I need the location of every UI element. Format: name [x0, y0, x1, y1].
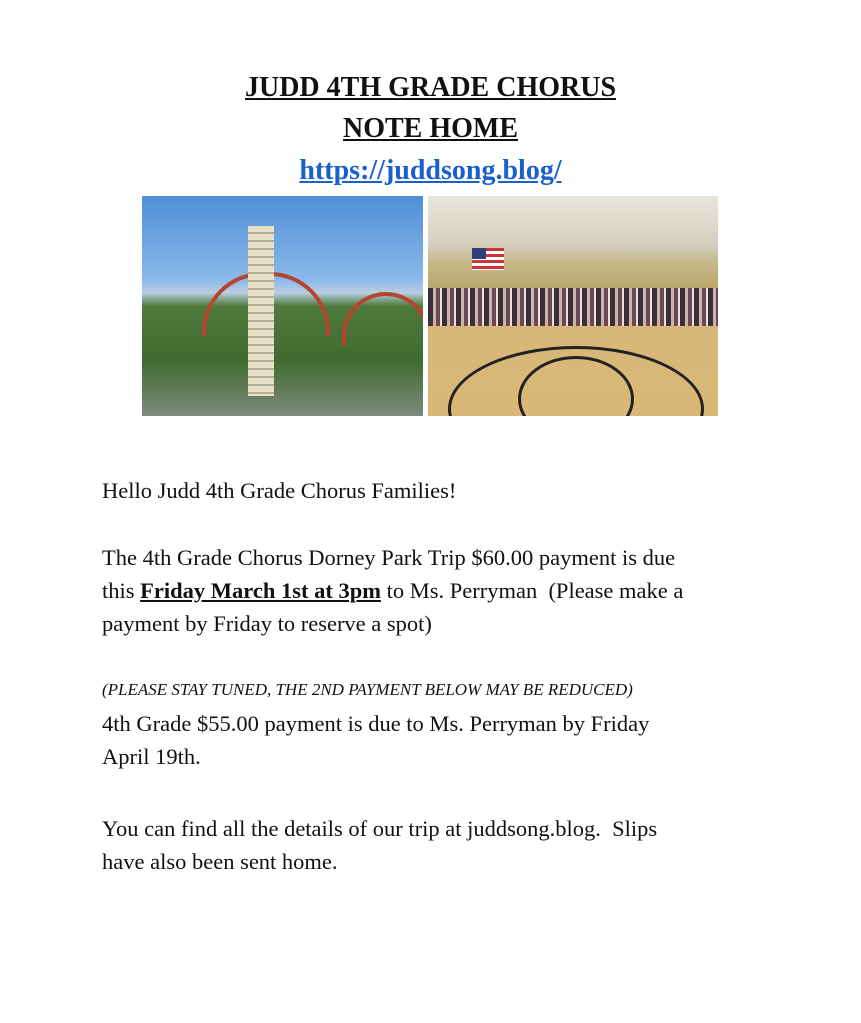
payment-1-line-2	[102, 574, 683, 607]
flag-icon	[472, 248, 504, 270]
payment-2-line-2: April 19th.	[102, 744, 201, 769]
greeting: Hello Judd 4th Grade Chorus Families!	[102, 478, 457, 503]
details-line-1: You can find all the details of our trip at juddsong.blog. Slips	[102, 816, 658, 841]
text: to Ms. Perryman (Please make a	[380, 578, 684, 603]
blog-link[interactable]: https://juddsong.blog/	[299, 155, 562, 186]
amusement-park-photo	[142, 196, 423, 416]
due-date-emphasis: Friday March 1st at 3pm	[140, 578, 381, 603]
gym-chorus-photo	[428, 196, 718, 416]
payment-2-line-1: 4th Grade $55.00 payment is due to Ms. Perryman by Friday	[102, 711, 650, 736]
page-title: JUDD 4TH GRADE CHORUS	[244, 72, 617, 103]
details-line-2: have also been sent home.	[102, 849, 338, 874]
payment-1-line-3: payment by Friday to reserve a spot)	[102, 611, 432, 636]
page-subtitle: NOTE HOME	[342, 113, 518, 144]
text: this	[102, 578, 141, 603]
payment-1-line-1: The 4th Grade Chorus Dorney Park Trip $60.00 payment is due	[102, 545, 676, 570]
stay-tuned-note: (PLEASE STAY TUNED, THE 2ND PAYMENT BELOW MAY BE REDUCED)	[102, 680, 633, 699]
